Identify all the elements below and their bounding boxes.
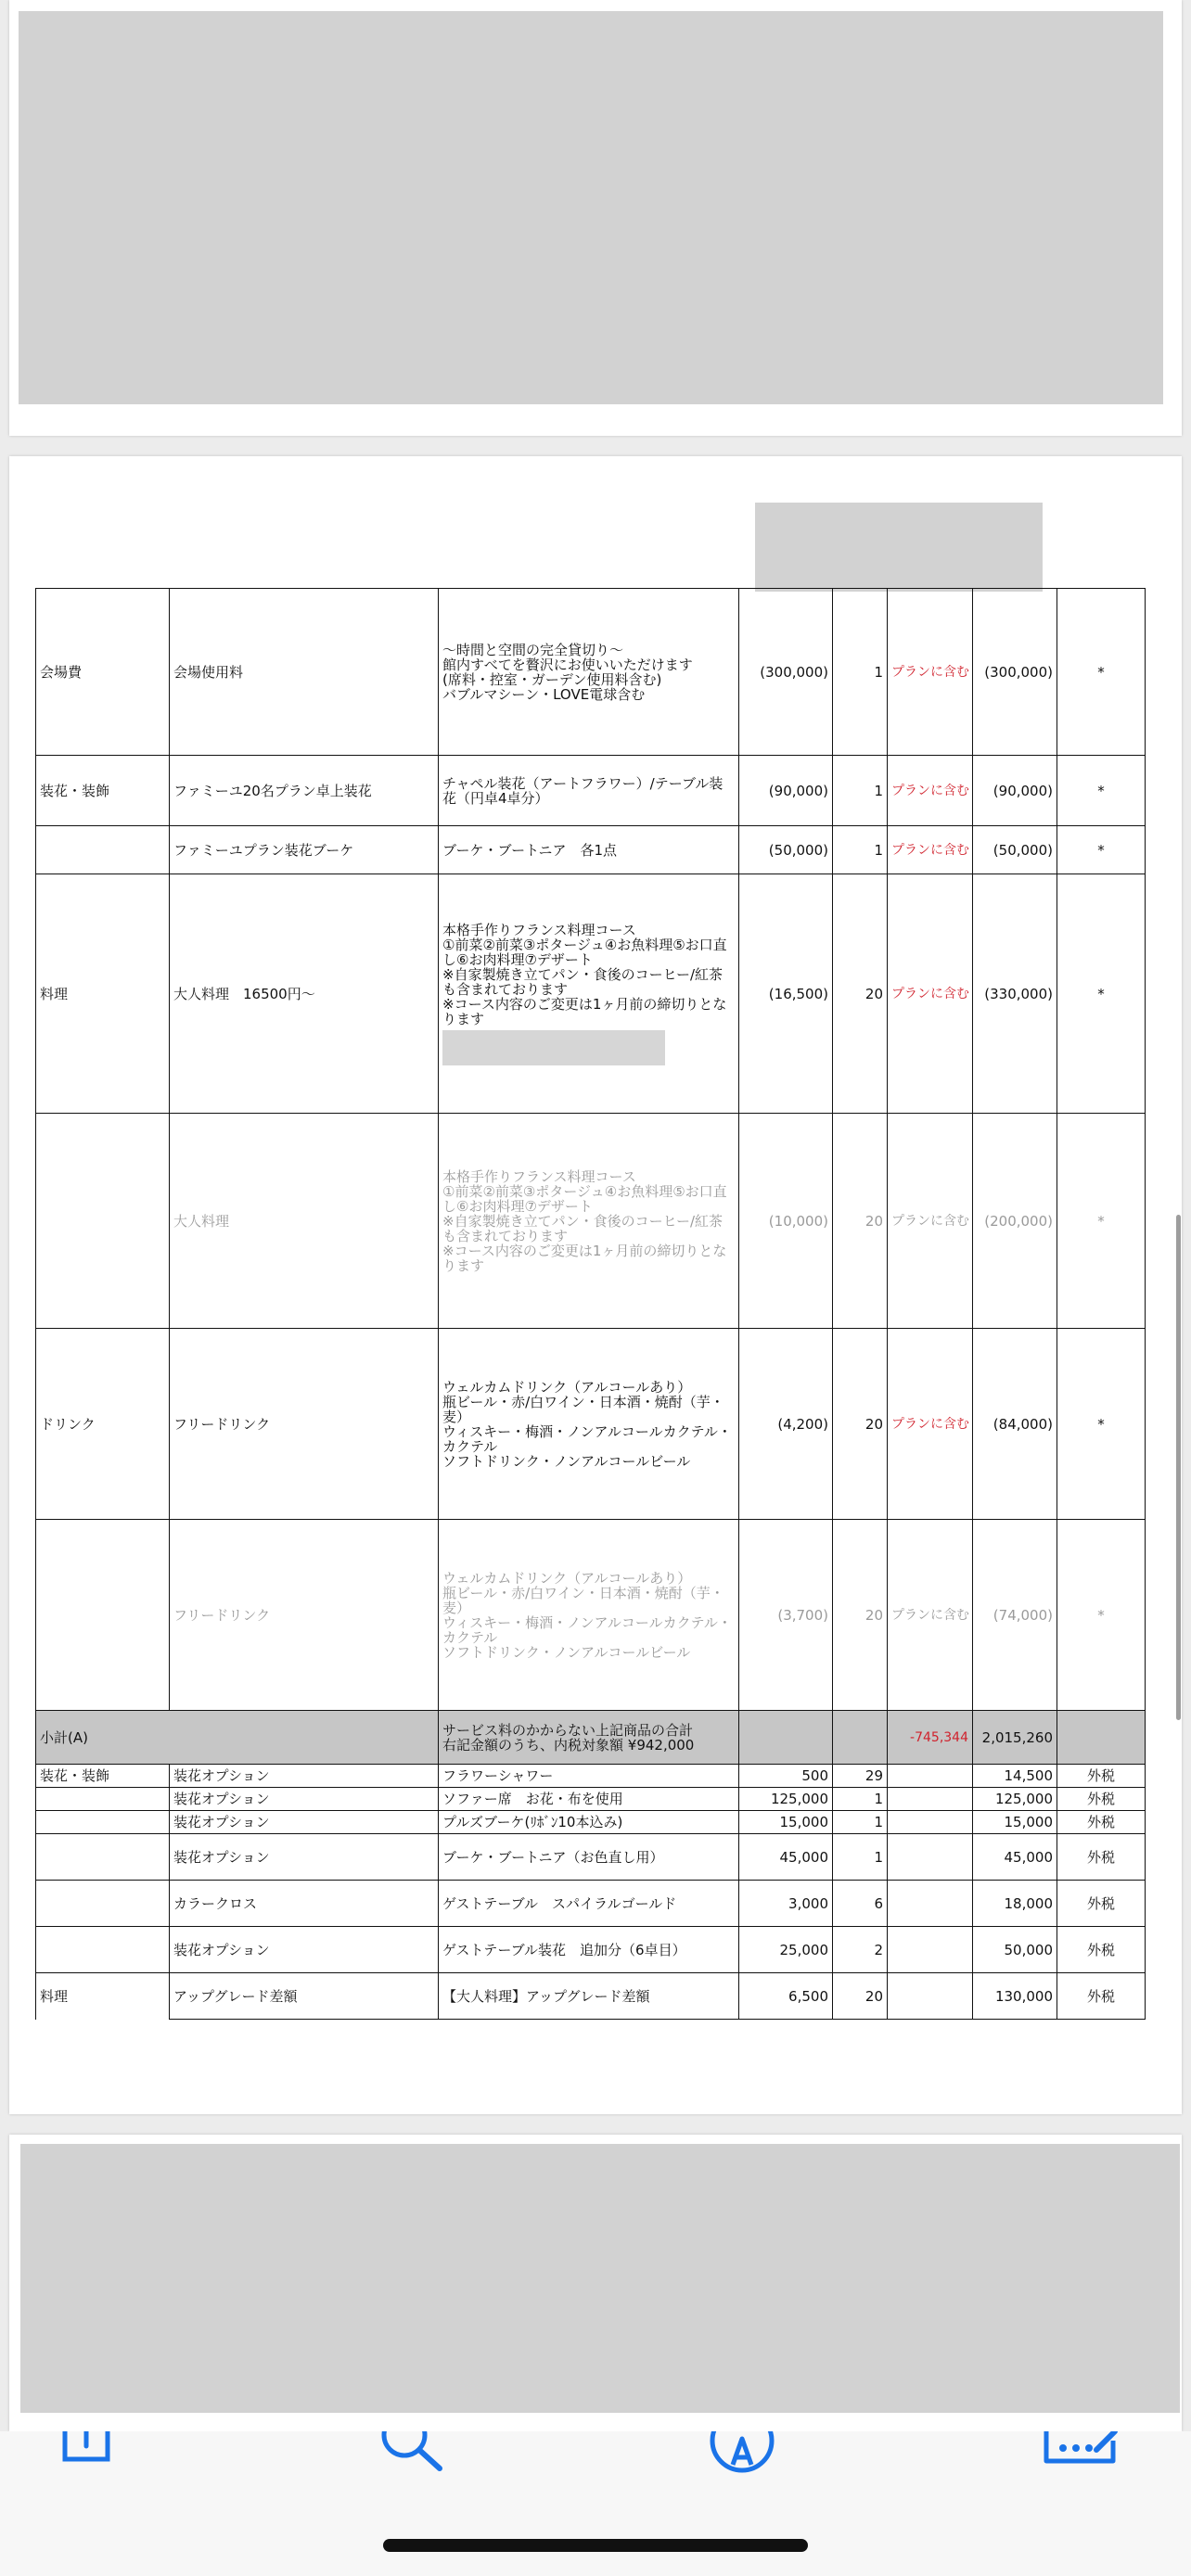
document-page-previous bbox=[9, 0, 1182, 436]
unit-price-cell: (50,000) bbox=[739, 826, 833, 874]
empty-cell bbox=[888, 1788, 973, 1811]
subtotal-label: 小計(A) bbox=[36, 1711, 439, 1765]
unit-price-cell: (300,000) bbox=[739, 589, 833, 756]
course-description: 本格手作りフランス料理コース ①前菜②前菜③ポタージュ④お魚料理⑤お口直し⑥お肉料理⑦デザート ※自家製焼き立てパン・食後のコーヒー/紅茶も含まれております ※コース内容のご変更は1ヶ月前の締切りとなります bbox=[442, 921, 727, 1027]
description-cell bbox=[439, 874, 739, 1114]
item-cell: 会場使用料 bbox=[170, 589, 439, 756]
redacted-area bbox=[19, 11, 1163, 404]
tax-cell: 外税 bbox=[1057, 1927, 1146, 1973]
description-cell: ソファー席 お花・布を使用 bbox=[439, 1788, 739, 1811]
quantity-cell: 1 bbox=[833, 589, 888, 756]
item-cell: カラークロス bbox=[170, 1881, 439, 1927]
table-row bbox=[36, 1927, 1146, 1973]
description-cell: ゲストテーブル スパイラルゴールド bbox=[439, 1881, 739, 1927]
category-cell: 料理 bbox=[36, 1973, 170, 2020]
quantity-cell: 20 bbox=[833, 1973, 888, 2020]
quantity-cell: 20 bbox=[833, 874, 888, 1114]
tax-cell: * bbox=[1057, 1329, 1146, 1520]
estimate-table bbox=[35, 588, 1146, 2020]
plan-included-cell: プランに含む bbox=[888, 1329, 973, 1520]
description-cell: プルズブーケ(ﾘﾎﾞﾝ10本込み) bbox=[439, 1811, 739, 1834]
description-cell: 【大人料理】アップグレード差額 bbox=[439, 1973, 739, 2020]
item-cell: フリードリンク bbox=[170, 1520, 439, 1711]
table-row bbox=[36, 756, 1146, 826]
empty-cell bbox=[888, 1927, 973, 1973]
quantity-cell: 29 bbox=[833, 1765, 888, 1788]
quantity-cell: 20 bbox=[833, 1114, 888, 1329]
unit-price-cell: (4,200) bbox=[739, 1329, 833, 1520]
document-page-next bbox=[9, 2135, 1182, 2431]
description-cell: ブーケ・ブートニア 各1点 bbox=[439, 826, 739, 874]
item-cell: 大人料理 bbox=[170, 1114, 439, 1329]
plan-included-cell: プランに含む bbox=[888, 826, 973, 874]
quantity-cell: 1 bbox=[833, 756, 888, 826]
description-cell: フラワーシャワー bbox=[439, 1765, 739, 1788]
category-cell bbox=[36, 1114, 170, 1329]
redacted-area bbox=[20, 2144, 1180, 2413]
item-cell: 装花オプション bbox=[170, 1811, 439, 1834]
category-cell bbox=[36, 826, 170, 874]
empty-cell bbox=[739, 1711, 833, 1765]
description-cell: 本格手作りフランス料理コース ①前菜②前菜③ポタージュ④お魚料理⑤お口直し⑥お肉料理⑦デザート ※自家製焼き立てパン・食後のコーヒー/紅茶も含まれております ※コース内容のご変更は1ヶ月前の締切りとなります bbox=[439, 1114, 739, 1329]
table-row bbox=[36, 1811, 1146, 1834]
plan-included-cell: プランに含む bbox=[888, 589, 973, 756]
scrollbar[interactable] bbox=[1176, 1215, 1181, 1720]
quantity-cell: 1 bbox=[833, 826, 888, 874]
signature-icon[interactable] bbox=[1041, 2431, 1119, 2468]
empty-cell bbox=[1057, 1711, 1146, 1765]
empty-cell bbox=[833, 1711, 888, 1765]
quantity-cell: 2 bbox=[833, 1927, 888, 1973]
amount-cell: (330,000) bbox=[973, 874, 1057, 1114]
plan-included-cell: プランに含む bbox=[888, 1520, 973, 1711]
quantity-cell: 1 bbox=[833, 1834, 888, 1881]
unit-price-cell: 3,000 bbox=[739, 1881, 833, 1927]
search-icon[interactable] bbox=[375, 2431, 449, 2472]
tax-cell: * bbox=[1057, 1114, 1146, 1329]
category-cell bbox=[36, 1520, 170, 1711]
table-row bbox=[36, 1973, 1146, 2020]
item-cell: フリードリンク bbox=[170, 1329, 439, 1520]
tax-cell: * bbox=[1057, 874, 1146, 1114]
unit-price-cell: 6,500 bbox=[739, 1973, 833, 2020]
unit-price-cell: 125,000 bbox=[739, 1788, 833, 1811]
unit-price-cell: (10,000) bbox=[739, 1114, 833, 1329]
quantity-cell: 1 bbox=[833, 1811, 888, 1834]
plan-included-cell: プランに含む bbox=[888, 756, 973, 826]
description-cell: チャペル装花（アートフラワー）/テーブル装花（円卓4卓分） bbox=[439, 756, 739, 826]
description-cell: ゲストテーブル装花 追加分（6卓目） bbox=[439, 1927, 739, 1973]
table-row bbox=[36, 1881, 1146, 1927]
table-row bbox=[36, 1520, 1146, 1711]
tax-cell: 外税 bbox=[1057, 1788, 1146, 1811]
empty-cell bbox=[888, 1765, 973, 1788]
item-cell: 装花オプション bbox=[170, 1927, 439, 1973]
unit-price-cell: 25,000 bbox=[739, 1927, 833, 1973]
unit-price-cell: 45,000 bbox=[739, 1834, 833, 1881]
quantity-cell: 20 bbox=[833, 1520, 888, 1711]
home-indicator[interactable] bbox=[383, 2539, 808, 2552]
item-cell: ファミーユ20名プラン卓上装花 bbox=[170, 756, 439, 826]
category-cell bbox=[36, 1834, 170, 1881]
unit-price-cell: 500 bbox=[739, 1765, 833, 1788]
subtotal-description: サービス料のかからない上記商品の合計 右記金額のうち、内税対象額 ¥942,000 bbox=[439, 1711, 739, 1765]
table-row bbox=[36, 826, 1146, 874]
amount-cell: 45,000 bbox=[973, 1834, 1057, 1881]
share-icon[interactable] bbox=[58, 2431, 122, 2465]
category-cell: ドリンク bbox=[36, 1329, 170, 1520]
plan-included-cell: プランに含む bbox=[888, 874, 973, 1114]
description-cell: ウェルカムドリンク（アルコールあり） 瓶ビール・赤/白ワイン・日本酒・焼酎（芋・麦） ウィスキー・梅酒・ノンアルコールカクテル・カクテル ソフトドリンク・ノンアルコールビール bbox=[439, 1520, 739, 1711]
amount-cell: 130,000 bbox=[973, 1973, 1057, 2020]
unit-price-cell: 15,000 bbox=[739, 1811, 833, 1834]
tax-cell: 外税 bbox=[1057, 1834, 1146, 1881]
subtotal-amount: 2,015,260 bbox=[973, 1711, 1057, 1765]
amount-cell: 125,000 bbox=[973, 1788, 1057, 1811]
category-cell bbox=[36, 1788, 170, 1811]
subtotal-discount: -745,344 bbox=[888, 1711, 973, 1765]
item-cell: 装花オプション bbox=[170, 1765, 439, 1788]
unit-price-cell: (16,500) bbox=[739, 874, 833, 1114]
table-row bbox=[36, 1114, 1146, 1329]
category-cell: 会場費 bbox=[36, 589, 170, 756]
category-cell: 装花・装飾 bbox=[36, 756, 170, 826]
category-cell: 装花・装飾 bbox=[36, 1765, 170, 1788]
table-row bbox=[36, 1765, 1146, 1788]
amount-cell: 18,000 bbox=[973, 1881, 1057, 1927]
amount-cell: 50,000 bbox=[973, 1927, 1057, 1973]
amount-cell: (300,000) bbox=[973, 589, 1057, 756]
table-row bbox=[36, 1329, 1146, 1520]
item-cell: 大人料理 16500円〜 bbox=[170, 874, 439, 1114]
empty-cell bbox=[888, 1834, 973, 1881]
table-row bbox=[36, 1834, 1146, 1881]
amount-cell: 15,000 bbox=[973, 1811, 1057, 1834]
tax-cell: 外税 bbox=[1057, 1881, 1146, 1927]
tax-cell: * bbox=[1057, 1520, 1146, 1711]
tax-cell: * bbox=[1057, 756, 1146, 826]
tax-cell: 外税 bbox=[1057, 1765, 1146, 1788]
empty-cell bbox=[888, 1881, 973, 1927]
bottom-toolbar bbox=[0, 2431, 1191, 2576]
tax-cell: 外税 bbox=[1057, 1973, 1146, 2020]
item-cell: ファミーユプラン装花ブーケ bbox=[170, 826, 439, 874]
tax-cell: 外税 bbox=[1057, 1811, 1146, 1834]
tax-cell: * bbox=[1057, 826, 1146, 874]
table-row bbox=[36, 589, 1146, 756]
quantity-cell: 6 bbox=[833, 1881, 888, 1927]
item-cell: 装花オプション bbox=[170, 1834, 439, 1881]
amount-cell: 14,500 bbox=[973, 1765, 1057, 1788]
amount-cell: (74,000) bbox=[973, 1520, 1057, 1711]
item-cell: アップグレード差額 bbox=[170, 1973, 439, 2020]
category-cell bbox=[36, 1927, 170, 1973]
category-cell bbox=[36, 1811, 170, 1834]
unit-price-cell: (90,000) bbox=[739, 756, 833, 826]
redacted-area bbox=[442, 1030, 665, 1065]
amount-cell: (200,000) bbox=[973, 1114, 1057, 1329]
markup-icon[interactable] bbox=[705, 2431, 779, 2476]
category-cell: 料理 bbox=[36, 874, 170, 1114]
item-cell: 装花オプション bbox=[170, 1788, 439, 1811]
empty-cell bbox=[888, 1973, 973, 2020]
category-cell bbox=[36, 1881, 170, 1927]
tax-cell: * bbox=[1057, 589, 1146, 756]
document-page-estimate bbox=[9, 456, 1182, 2114]
amount-cell: (90,000) bbox=[973, 756, 1057, 826]
description-cell: ウェルカムドリンク（アルコールあり） 瓶ビール・赤/白ワイン・日本酒・焼酎（芋・麦） ウィスキー・梅酒・ノンアルコールカクテル・カクテル ソフトドリンク・ノンアルコールビール bbox=[439, 1329, 739, 1520]
table-row bbox=[36, 874, 1146, 1114]
empty-cell bbox=[888, 1811, 973, 1834]
description-cell: ブーケ・ブートニア（お色直し用） bbox=[439, 1834, 739, 1881]
amount-cell: (50,000) bbox=[973, 826, 1057, 874]
unit-price-cell: (3,700) bbox=[739, 1520, 833, 1711]
redacted-area bbox=[755, 503, 1043, 592]
plan-included-cell: プランに含む bbox=[888, 1114, 973, 1329]
description-cell: 〜時間と空間の完全貸切り〜 館内すべてを贅沢にお使いいただけます (席料・控室・ガーデン使用料含む) バブルマシーン・LOVE電球含む bbox=[439, 589, 739, 756]
quantity-cell: 20 bbox=[833, 1329, 888, 1520]
subtotal-row bbox=[36, 1711, 1146, 1765]
amount-cell: (84,000) bbox=[973, 1329, 1057, 1520]
quantity-cell: 1 bbox=[833, 1788, 888, 1811]
table-row bbox=[36, 1788, 1146, 1811]
